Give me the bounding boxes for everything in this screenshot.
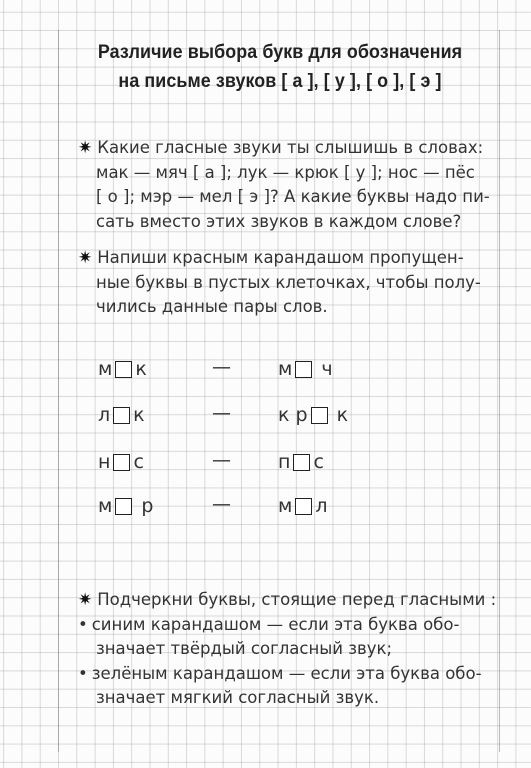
letter: к (133, 404, 145, 426)
letter: к р (278, 404, 308, 426)
missing-letter-box[interactable] (113, 407, 130, 424)
word-left-4 (98, 495, 153, 517)
letter: к (336, 404, 349, 426)
letter: с (133, 451, 144, 473)
word-left-3 (98, 451, 144, 473)
letter: к (135, 358, 147, 380)
task-1-line (78, 136, 508, 161)
task-3-bullet (78, 613, 508, 638)
task-2 (78, 246, 508, 320)
letter: р (141, 495, 154, 517)
letter: л (98, 404, 111, 426)
letter: п (278, 451, 291, 473)
letter: м (98, 358, 113, 380)
star-icon: ✷ (78, 590, 93, 610)
bullet-text: синим карандашом — если эта буква обо- (91, 614, 460, 634)
pair-dash: — (212, 356, 231, 378)
task-1-text: Какие гласные звуки ты слышишь в словах: (97, 138, 484, 157)
task-2-line: ные буквы в пустых клеточках, чтобы полу- (96, 272, 481, 292)
missing-letter-box[interactable] (295, 498, 312, 515)
bullet-icon: • (78, 614, 88, 634)
task-3-bullet-cont: значает твёрдый согласный звук; (96, 639, 393, 659)
word-left-1 (98, 358, 147, 380)
star-icon: ✷ (78, 248, 93, 268)
task-3-bullet-cont: значает мягкий согласный звук. (96, 688, 380, 708)
word-right-4 (278, 495, 328, 517)
missing-letter-box[interactable] (115, 498, 132, 515)
letter: ч (321, 358, 333, 380)
missing-letter-box[interactable] (113, 454, 130, 471)
task-3-line (78, 588, 508, 613)
missing-letter-box[interactable] (295, 361, 312, 378)
task-3 (78, 588, 508, 711)
task-1-line: мак — мяч [ а ]; лук — крюк [ у ]; нос — пёс (96, 162, 475, 182)
letter: м (278, 358, 293, 380)
word-right-2 (278, 404, 348, 426)
task-2-line (78, 246, 508, 271)
page-title-line-1: Различие выбора букв для обозначения (97, 42, 463, 63)
task-3-intro: Подчеркни буквы, стоящие перед гласными : (97, 590, 497, 609)
missing-letter-box[interactable] (293, 454, 310, 471)
word-right-1 (278, 358, 333, 380)
word-right-3 (278, 451, 324, 473)
letter: с (313, 451, 324, 473)
pair-dash: — (212, 493, 231, 515)
bullet-icon: • (78, 663, 88, 683)
letter: м (98, 495, 113, 517)
pair-dash: — (212, 449, 231, 471)
page-title-line-2: на письме звуков [ а ], [ у ], [ о ], [ э ] (118, 71, 442, 92)
letter: м (278, 495, 293, 517)
task-1 (78, 136, 508, 234)
missing-letter-box[interactable] (311, 407, 328, 424)
letter: л (315, 495, 328, 517)
word-left-2 (98, 404, 145, 426)
missing-letter-box[interactable] (115, 361, 132, 378)
task-2-text: Напиши красным карандашом пропущен- (97, 248, 464, 267)
star-icon: ✷ (78, 138, 93, 158)
pair-dash: — (212, 402, 231, 424)
task-1-line: [ о ]; мэр — мел [ э ]? А какие буквы надо пи- (96, 187, 490, 207)
letter: н (98, 451, 111, 473)
bullet-text: зелёным карандашом — если эта буква обо- (91, 663, 482, 683)
task-2-line: чились данные пары слов. (96, 297, 328, 317)
task-3-bullet (78, 662, 508, 687)
task-1-line: сать вместо этих звуков в каждом слове? (96, 211, 462, 231)
